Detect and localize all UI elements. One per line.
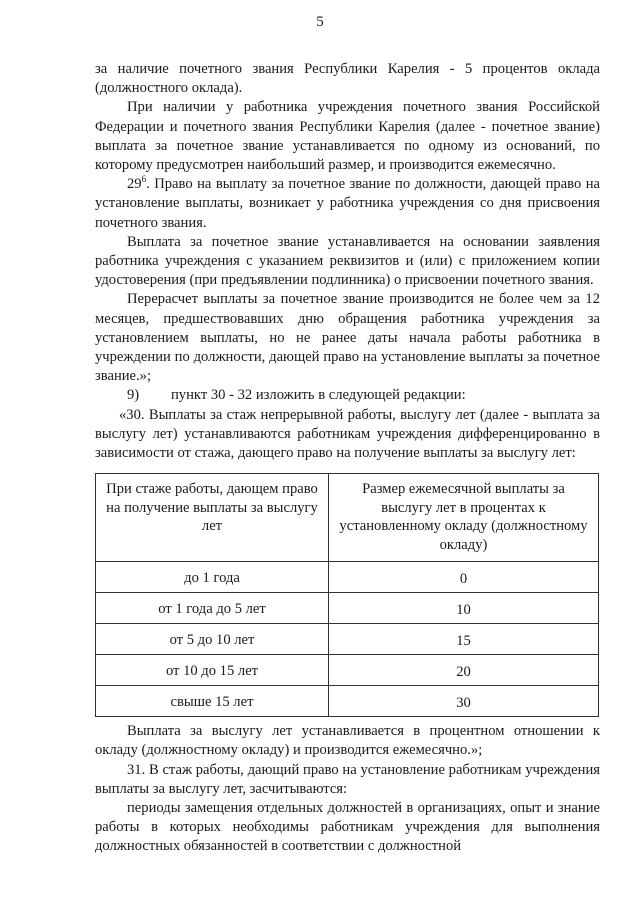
table-cell-seniority: от 10 до 15 лет — [96, 655, 329, 686]
table-row — [96, 655, 599, 686]
table-cell-percent: 0 — [329, 562, 599, 593]
paragraph-superscript: 6 — [141, 174, 147, 185]
paragraph-recalculation: Перерасчет выплаты за почетное звание производится не более чем за 12 месяцев, предшествовавших дню обращения работника учреждения за установлением выплаты, но не ранее даты начала работы работника в учреждении по должности, дающей право на установление выплаты за почетное звание.»; — [95, 291, 600, 385]
paragraph-number: 29 — [127, 176, 142, 193]
paragraph-application: Выплата за почетное звание устанавливается на основании заявления работника учреждения с указанием реквизитов и (или) с приложением копии удостоверения (при предъявлении подлинника) о присвоении почетного звания. — [95, 233, 600, 289]
page-number: 5 — [316, 14, 324, 30]
table-cell-percent: 20 — [329, 655, 599, 686]
table-header-row — [96, 474, 599, 562]
table-row — [96, 593, 599, 624]
paragraph-30: «30. Выплаты за стаж непрерывной работы, выслугу лет (далее - выплата за выслугу лет) устанавливаются работникам учреждения дифференцированно в зависимости от стажа, дающего право на получение выплаты за выслугу лет: — [95, 406, 600, 462]
paragraph-honorary-title-karelia: за наличие почетного звания Республики Карелия - 5 процентов оклада (должностного оклада). — [95, 61, 600, 97]
paragraph-after-table: Выплата за выслугу лет устанавливается в процентном отношении к окладу (должностному окладу) и производится ежемесячно.»; — [95, 723, 600, 759]
table-row — [96, 562, 599, 593]
table-row — [96, 624, 599, 655]
paragraph-periods: периоды замещения отдельных должностей в организациях, опыт и знание работы в которых необходимы работникам учреждения для выполнения должностных обязанностей в соответствии с должностной — [95, 800, 600, 855]
paragraph-multiple-titles: При наличии у работника учреждения почетного звания Российской Федерации и почетного звания Республики Карелия (далее - почетное звание) выплата за почетное звание устанавливается по одному из оснований, по которому предусмотрен наибольший размер, и производится ежемесячно. — [95, 99, 600, 174]
table-header-payment-size: Размер ежемесячной выплаты за выслугу лет в процентах к установленному окладу (должностному окладу) — [329, 474, 599, 562]
paragraph-29-6 — [95, 175, 600, 233]
table-cell-percent: 10 — [329, 593, 599, 624]
list-item-number: 9) — [127, 387, 140, 404]
seniority-table — [95, 473, 599, 717]
table-row — [96, 686, 599, 717]
document-body — [95, 60, 600, 857]
table-cell-seniority: до 1 года — [96, 562, 329, 593]
paragraph-text: . Право на выплату за почетное звание по должности, дающей право на установление выплаты, возникает у работника учреждения со дня присвоения почетного звания. — [95, 176, 600, 231]
table-cell-seniority: от 5 до 10 лет — [96, 624, 329, 655]
table-cell-percent: 30 — [329, 686, 599, 717]
table-cell-percent: 15 — [329, 624, 599, 655]
paragraph-31: 31. В стаж работы, дающий право на установление работникам учреждения выплаты за выслугу лет, засчитываются: — [95, 761, 600, 797]
list-item-text: пункт 30 - 32 изложить в следующей редакции: — [171, 387, 466, 404]
table-cell-seniority: свыше 15 лет — [96, 686, 329, 717]
table-header-seniority: При стаже работы, дающем право на получение выплаты за выслугу лет — [96, 474, 329, 562]
list-item-9 — [95, 386, 600, 405]
table-cell-seniority: от 1 года до 5 лет — [96, 593, 329, 624]
